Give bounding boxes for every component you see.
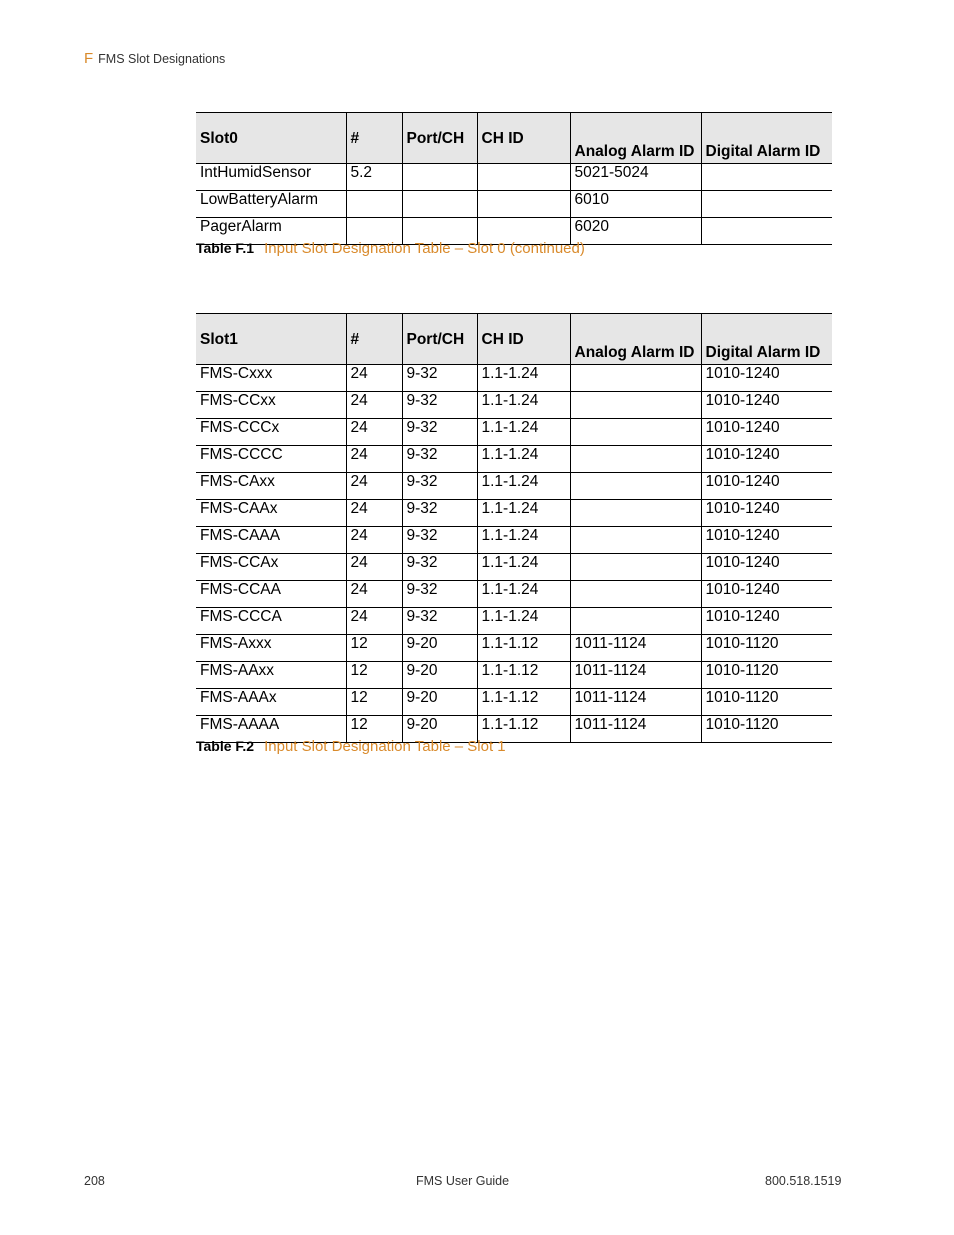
table-cell [570, 365, 701, 392]
table-cell [570, 446, 701, 473]
table-cell: 1.1-1.24 [477, 608, 570, 635]
table-cell: FMS-CCCC [196, 446, 346, 473]
table-cell: 1.1-1.24 [477, 473, 570, 500]
table-row [196, 419, 832, 446]
table-cell: 1011-1124 [570, 635, 701, 662]
table-cell: FMS-CCCx [196, 419, 346, 446]
table-cell [570, 392, 701, 419]
table-row [196, 500, 832, 527]
table-header-row [196, 314, 832, 365]
table-cell: 1010-1240 [701, 527, 832, 554]
table-cell: 9-32 [402, 581, 477, 608]
table-cell: 5.2 [346, 164, 402, 191]
table-cell: 9-32 [402, 365, 477, 392]
table-cell: 9-32 [402, 500, 477, 527]
table-row [196, 581, 832, 608]
table-cell: 1.1-1.24 [477, 419, 570, 446]
table-cell [570, 554, 701, 581]
column-header: CH ID [477, 113, 570, 164]
page-number: 208 [84, 1174, 105, 1188]
table-cell [570, 527, 701, 554]
table-cell: FMS-CAAx [196, 500, 346, 527]
table-row [196, 608, 832, 635]
column-header: Port/CH [402, 314, 477, 365]
table-cell: 24 [346, 554, 402, 581]
table-cell: 1010-1240 [701, 419, 832, 446]
table-cell: 1.1-1.24 [477, 392, 570, 419]
table-cell: FMS-AAAA [196, 716, 346, 743]
column-header: Digital Alarm ID [701, 314, 832, 365]
table-cell: FMS-Cxxx [196, 365, 346, 392]
table-cell: 6010 [570, 191, 701, 218]
table-cell: 24 [346, 500, 402, 527]
table-cell [570, 473, 701, 500]
table-cell [477, 164, 570, 191]
table-cell: 1010-1240 [701, 608, 832, 635]
table-cell [701, 191, 832, 218]
table-cell [402, 164, 477, 191]
table-cell: 1.1-1.12 [477, 635, 570, 662]
table-cell: 9-32 [402, 419, 477, 446]
table-row [196, 662, 832, 689]
table-cell [570, 608, 701, 635]
column-header: Digital Alarm ID [701, 113, 832, 164]
table-cell: IntHumidSensor [196, 164, 346, 191]
table-cell: FMS-CCxx [196, 392, 346, 419]
table-cell: 1.1-1.12 [477, 662, 570, 689]
table-row [196, 554, 832, 581]
table-cell: 12 [346, 689, 402, 716]
slot1-table [196, 313, 832, 743]
table-caption [196, 738, 506, 755]
table-cell: 1.1-1.24 [477, 446, 570, 473]
table-cell: 1010-1240 [701, 473, 832, 500]
table-cell: 1010-1240 [701, 446, 832, 473]
table-cell: FMS-CAAA [196, 527, 346, 554]
table-cell: 12 [346, 716, 402, 743]
table-cell: 1010-1240 [701, 365, 832, 392]
column-header: Port/CH [402, 113, 477, 164]
table-cell: 12 [346, 662, 402, 689]
table-cell: 9-32 [402, 392, 477, 419]
appendix-letter: F [84, 50, 94, 67]
table-cell: 9-20 [402, 662, 477, 689]
column-header: Analog Alarm ID [570, 113, 701, 164]
column-header: Slot0 [196, 113, 346, 164]
table-cell: PagerAlarm [196, 218, 346, 245]
table-cell: 1.1-1.24 [477, 554, 570, 581]
column-header: Slot1 [196, 314, 346, 365]
table-cell: 24 [346, 608, 402, 635]
table-cell [701, 218, 832, 245]
table-cell: LowBatteryAlarm [196, 191, 346, 218]
table-cell: 9-32 [402, 473, 477, 500]
table-caption [196, 240, 585, 257]
table-cell: FMS-CAxx [196, 473, 346, 500]
column-header: # [346, 113, 402, 164]
table-cell: 9-32 [402, 446, 477, 473]
table-cell: 1.1-1.12 [477, 689, 570, 716]
table-cell [701, 164, 832, 191]
phone-number: 800.518.1519 [765, 1174, 842, 1188]
table-cell: 24 [346, 527, 402, 554]
table-cell: 24 [346, 392, 402, 419]
table-cell: 1011-1124 [570, 689, 701, 716]
table-cell: 24 [346, 419, 402, 446]
table-row [196, 635, 832, 662]
table-row [196, 473, 832, 500]
table-cell: 9-20 [402, 689, 477, 716]
table-cell: 1011-1124 [570, 716, 701, 743]
table-row [196, 527, 832, 554]
table-cell: FMS-CCAx [196, 554, 346, 581]
table-row [196, 164, 832, 191]
table-cell: 6020 [570, 218, 701, 245]
table-cell: 24 [346, 473, 402, 500]
table-cell: 9-32 [402, 554, 477, 581]
table-cell [570, 419, 701, 446]
caption-number: Table F.1 [196, 240, 255, 256]
document-title: FMS User Guide [416, 1174, 510, 1188]
table-cell: FMS-Axxx [196, 635, 346, 662]
table-cell [570, 500, 701, 527]
table-cell: 9-20 [402, 635, 477, 662]
table-cell: 1010-1240 [701, 581, 832, 608]
table-cell: 24 [346, 581, 402, 608]
table-cell: 1.1-1.24 [477, 500, 570, 527]
caption-title: Input Slot Designation Table – Slot 0 (continued) [264, 240, 585, 257]
column-header: CH ID [477, 314, 570, 365]
table-cell: 1010-1240 [701, 500, 832, 527]
table-cell: 24 [346, 365, 402, 392]
table-cell: 1010-1240 [701, 554, 832, 581]
table-row [196, 191, 832, 218]
table-cell: 1.1-1.24 [477, 527, 570, 554]
table-cell: 9-20 [402, 716, 477, 743]
column-header: Analog Alarm ID [570, 314, 701, 365]
table-cell: 1.1-1.24 [477, 365, 570, 392]
table-cell: FMS-AAxx [196, 662, 346, 689]
table-cell: 24 [346, 446, 402, 473]
table-cell: 1010-1120 [701, 635, 832, 662]
table-cell: 1011-1124 [570, 662, 701, 689]
table-cell: FMS-CCCA [196, 608, 346, 635]
table-cell [346, 191, 402, 218]
running-head [84, 50, 225, 67]
table-cell: 12 [346, 635, 402, 662]
table-cell: 1010-1120 [701, 689, 832, 716]
table-row [196, 365, 832, 392]
table-row [196, 689, 832, 716]
table-row [196, 446, 832, 473]
slot0-table [196, 112, 832, 245]
table-row [196, 392, 832, 419]
table-header-row [196, 113, 832, 164]
caption-number: Table F.2 [196, 738, 255, 754]
table-cell: 1010-1240 [701, 392, 832, 419]
table-cell [570, 581, 701, 608]
table-cell: FMS-AAAx [196, 689, 346, 716]
table-cell: 5021-5024 [570, 164, 701, 191]
table-cell: 1010-1120 [701, 662, 832, 689]
table-cell [477, 191, 570, 218]
caption-title: Input Slot Designation Table – Slot 1 [264, 738, 506, 755]
section-title: FMS Slot Designations [98, 52, 226, 66]
column-header: # [346, 314, 402, 365]
table-cell [402, 191, 477, 218]
table-cell: 1.1-1.24 [477, 581, 570, 608]
table-cell: 9-32 [402, 608, 477, 635]
table-cell: 9-32 [402, 527, 477, 554]
table-cell: 1010-1120 [701, 716, 832, 743]
table-cell: 1.1-1.12 [477, 716, 570, 743]
table-cell: FMS-CCAA [196, 581, 346, 608]
